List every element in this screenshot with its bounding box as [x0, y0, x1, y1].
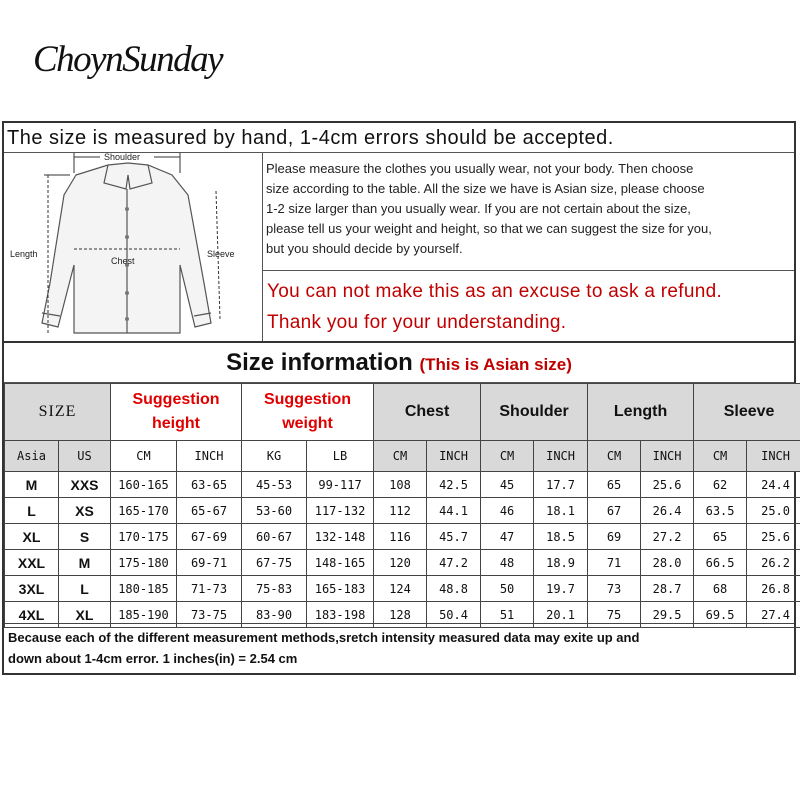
instruction-line: 1-2 size larger than you usually wear. If you are not certain about the size, [266, 201, 691, 216]
table-cell: 19.7 [534, 576, 588, 602]
chest-label: Chest [111, 256, 135, 266]
refund-line: You can not make this as an excuse to ask a refund. [267, 281, 723, 302]
table-cell: 3XL [5, 576, 59, 602]
table-cell: 185-190 [111, 602, 177, 628]
weight-header: Suggestion weight [242, 384, 374, 441]
subheader-cell: INCH [641, 441, 694, 472]
table-cell: 67-69 [177, 524, 242, 550]
table-cell: 160-165 [111, 472, 177, 498]
brand-logo: ChoynSunday [33, 39, 223, 80]
table-row [5, 472, 800, 498]
size-info-heading [4, 341, 794, 383]
table-cell: 18.5 [534, 524, 588, 550]
table-cell: 63.5 [694, 498, 747, 524]
table-cell: 50.4 [427, 602, 481, 628]
subheader-cell: INCH [177, 441, 242, 472]
table-cell: 62 [694, 472, 747, 498]
table-cell: 183-198 [307, 602, 374, 628]
table-cell: 29.5 [641, 602, 694, 628]
subheader-cell: INCH [747, 441, 800, 472]
table-cell: 165-170 [111, 498, 177, 524]
table-cell: XXS [59, 472, 111, 498]
table-cell: 67 [588, 498, 641, 524]
table-cell: 63-65 [177, 472, 242, 498]
table-cell: XL [59, 602, 111, 628]
shirt-illustration [4, 153, 262, 343]
table-cell: 165-183 [307, 576, 374, 602]
instruction-line: Please measure the clothes you usually wear, not your body. Then choose [266, 161, 694, 176]
refund-line: Thank you for your understanding. [267, 312, 567, 333]
table-cell: 180-185 [111, 576, 177, 602]
table-cell: 83-90 [242, 602, 307, 628]
table-cell: 73 [588, 576, 641, 602]
table-cell: 71 [588, 550, 641, 576]
table-cell: 67-75 [242, 550, 307, 576]
table-cell: 28.7 [641, 576, 694, 602]
table-cell: 45 [481, 472, 534, 498]
size-table [4, 383, 800, 628]
table-cell: 75-83 [242, 576, 307, 602]
table-cell: L [59, 576, 111, 602]
table-cell: 53-60 [242, 498, 307, 524]
table-cell: 28.0 [641, 550, 694, 576]
table-cell: XXL [5, 550, 59, 576]
table-cell: M [5, 472, 59, 498]
table-cell: 73-75 [177, 602, 242, 628]
table-cell: L [5, 498, 59, 524]
table-cell: 47.2 [427, 550, 481, 576]
subheader-cell: CM [481, 441, 534, 472]
table-row [5, 550, 800, 576]
table-row [5, 524, 800, 550]
footnote-line: down about 1-4cm error. 1 inches(in) = 2.54 cm [8, 651, 298, 666]
shoulder-label: Shoulder [104, 152, 141, 162]
subheader-cell: CM [111, 441, 177, 472]
length-header: Length [588, 384, 694, 441]
table-cell: 66.5 [694, 550, 747, 576]
table-cell: 26.8 [747, 576, 800, 602]
table-cell: 60-67 [242, 524, 307, 550]
table-cell: S [59, 524, 111, 550]
refund-warning [263, 270, 794, 341]
table-cell: 108 [374, 472, 427, 498]
length-label: Length [10, 249, 38, 259]
table-cell: 18.1 [534, 498, 588, 524]
instruction-line: please tell us your weight and height, so that we can suggest the size for you, [266, 221, 712, 236]
table-cell: 112 [374, 498, 427, 524]
asian-size-note: (This is Asian size) [419, 355, 572, 374]
table-cell: 27.2 [641, 524, 694, 550]
subheader-cell: CM [374, 441, 427, 472]
table-cell: 69.5 [694, 602, 747, 628]
table-cell: 51 [481, 602, 534, 628]
subheader-cell: CM [694, 441, 747, 472]
table-cell: 69 [588, 524, 641, 550]
table-cell: 148-165 [307, 550, 374, 576]
table-row [5, 498, 800, 524]
table-cell: 68 [694, 576, 747, 602]
measure-instructions [266, 159, 786, 259]
measurement-notice: The size is measured by hand, 1-4cm errors should be accepted. [4, 123, 794, 153]
table-cell: 46 [481, 498, 534, 524]
table-cell: 120 [374, 550, 427, 576]
table-cell: 25.6 [641, 472, 694, 498]
table-cell: 175-180 [111, 550, 177, 576]
table-cell: 116 [374, 524, 427, 550]
table-cell: 170-175 [111, 524, 177, 550]
table-cell: 128 [374, 602, 427, 628]
height-header: Suggestion height [111, 384, 242, 441]
instruction-line: size according to the table. All the size we have is Asian size, please choose [266, 181, 705, 196]
subheader-cell: LB [307, 441, 374, 472]
table-cell: 65-67 [177, 498, 242, 524]
size-info-title: Size information [226, 349, 413, 376]
table-cell: 45-53 [242, 472, 307, 498]
table-cell: 48.8 [427, 576, 481, 602]
subheader-cell: US [59, 441, 111, 472]
table-cell: 47 [481, 524, 534, 550]
subheader-cell: CM [588, 441, 641, 472]
table-cell: 42.5 [427, 472, 481, 498]
table-cell: XL [5, 524, 59, 550]
sleeve-header: Sleeve [694, 384, 800, 441]
chest-header: Chest [374, 384, 481, 441]
subheader-cell: INCH [427, 441, 481, 472]
table-cell: 69-71 [177, 550, 242, 576]
table-cell: 50 [481, 576, 534, 602]
size-header: SIZE [5, 384, 111, 441]
table-cell: 132-148 [307, 524, 374, 550]
table-cell: 71-73 [177, 576, 242, 602]
table-cell: 65 [694, 524, 747, 550]
footnote-line: Because each of the different measurement methods,sretch intensity measured data may exite up and [8, 630, 640, 645]
table-cell: 17.7 [534, 472, 588, 498]
subheader-cell: Asia [5, 441, 59, 472]
table-cell: 25.0 [747, 498, 800, 524]
table-cell: 117-132 [307, 498, 374, 524]
measurement-footnote [4, 623, 794, 673]
size-chart-sheet [2, 121, 796, 675]
table-cell: 20.1 [534, 602, 588, 628]
table-cell: 48 [481, 550, 534, 576]
table-cell: 24.4 [747, 472, 800, 498]
table-cell: 65 [588, 472, 641, 498]
subheader-row [5, 441, 800, 472]
subheader-cell: INCH [534, 441, 588, 472]
table-cell: 26.4 [641, 498, 694, 524]
table-cell: 75 [588, 602, 641, 628]
table-cell: 44.1 [427, 498, 481, 524]
instruction-line: but you should decide by yourself. [266, 241, 463, 256]
table-cell: M [59, 550, 111, 576]
table-cell: 18.9 [534, 550, 588, 576]
subheader-cell: KG [242, 441, 307, 472]
table-cell: 45.7 [427, 524, 481, 550]
table-row [5, 576, 800, 602]
table-cell: 124 [374, 576, 427, 602]
table-cell: 25.6 [747, 524, 800, 550]
sleeve-label: Sleeve [207, 249, 235, 259]
shoulder-header: Shoulder [481, 384, 588, 441]
table-cell: 99-117 [307, 472, 374, 498]
table-cell: 27.4 [747, 602, 800, 628]
table-cell: XS [59, 498, 111, 524]
table-cell: 26.2 [747, 550, 800, 576]
header-row [5, 384, 800, 441]
table-cell: 4XL [5, 602, 59, 628]
